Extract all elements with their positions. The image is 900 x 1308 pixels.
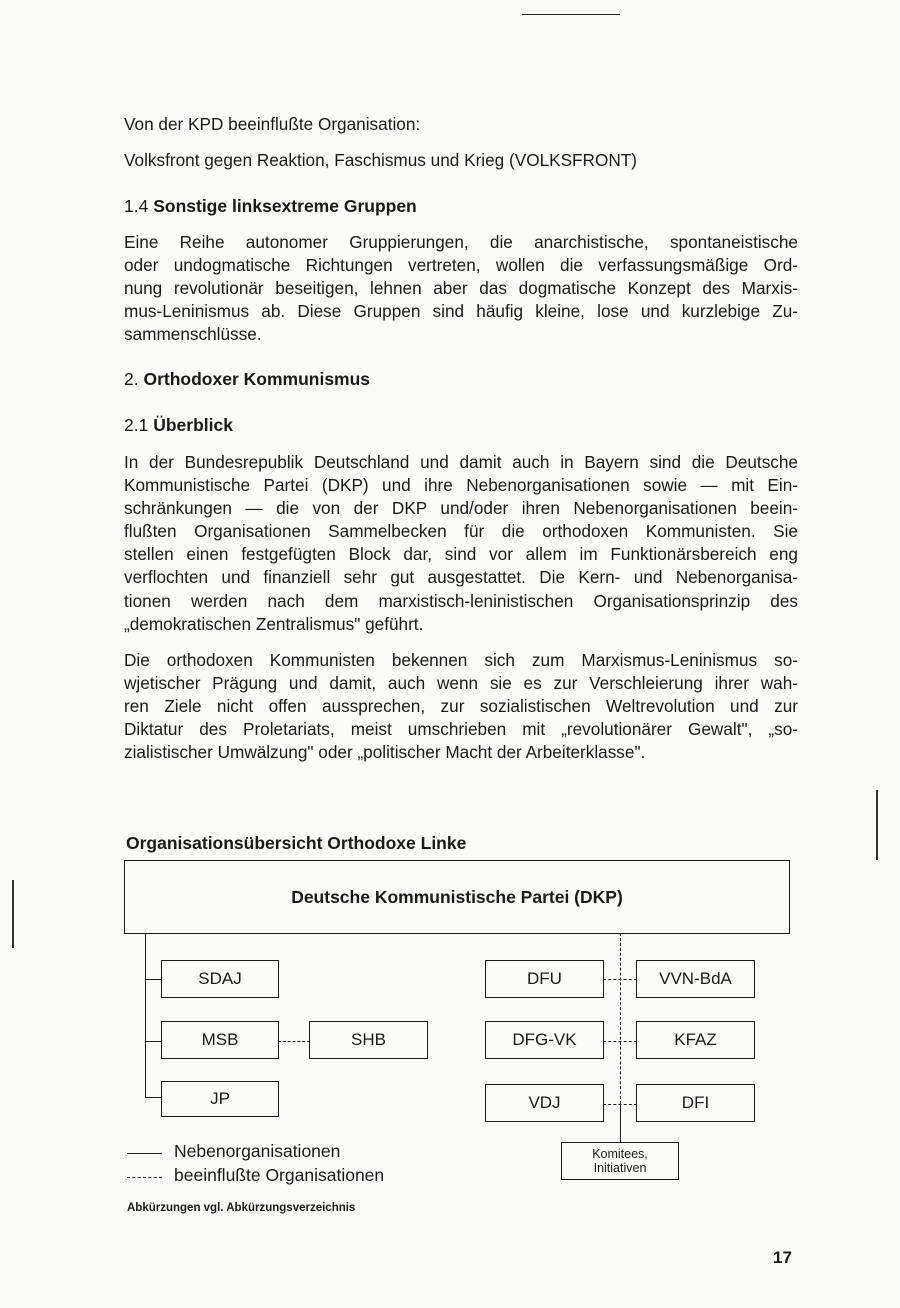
text-line: In der Bundesrepublik Deutschland und damit auch in Bayern sind die Deutsche: [124, 452, 798, 472]
text-line: wjetischer Prägung und damit, auch wenn sie es zur Verschleierung ihrer wah-: [124, 673, 798, 694]
text-line: „demokratischen Zentralismus" geführt.: [124, 613, 424, 634]
section-heading-2-1: [124, 414, 233, 437]
section-heading-2: [124, 368, 370, 391]
sdaj-box: SDAJ: [161, 960, 279, 998]
komitees-label: Komitees,: [592, 1147, 648, 1161]
chart-title: Organisationsübersicht Orthodoxe Linke: [126, 833, 467, 853]
text-line: verflochten und finanziell sehr gut ausgestattet. Die Kern- und Nebenorganisa-: [124, 567, 798, 588]
footnote: Abkürzungen vgl. Abkürzungsverzeichnis: [127, 1202, 356, 1214]
legend-dashed-label: beeinflußte Organisationen: [174, 1165, 385, 1185]
scan-margin-mark: [876, 790, 878, 860]
text-line: oder undogmatische Richtungen vertreten, wollen die verfassungsmäßige Ord-: [124, 255, 798, 276]
text-line: tionen werden nach dem marxistisch-leninistischen Organisationsprinzip des: [124, 590, 798, 611]
top-rule: [522, 14, 620, 15]
paragraph-ueberblick-2: [124, 649, 798, 764]
vdj-box: VDJ: [485, 1084, 604, 1122]
text-line: Die orthodoxen Kommunisten bekennen sich zum Marxismus-Leninismus so-: [124, 650, 798, 670]
connector-line: [145, 1097, 162, 1098]
text-line: Eine Reihe autonomer Gruppierungen, die anarchistische, spontaneistische: [124, 232, 798, 252]
legend-dashed-line: [127, 1177, 162, 1178]
influenced-label: Von der KPD beeinflußte Organisation:: [124, 114, 421, 134]
dashed-connector: [603, 979, 637, 980]
text-line: zialistischer Umwälzung" oder „politischer Macht der Arbeiterklasse".: [124, 742, 646, 763]
legend-solid-label: Nebenorganisationen: [174, 1141, 341, 1161]
section-title: Überblick: [153, 415, 233, 435]
vvn-bda-box: VVN-BdA: [636, 960, 755, 998]
dkp-box: Deutsche Kommunistische Partei (DKP): [124, 860, 790, 934]
connector-line: [620, 1104, 621, 1144]
volksfront-line: Volksfront gegen Reaktion, Faschismus und Krieg (VOLKSFRONT): [124, 150, 637, 170]
section-number: 2.: [124, 369, 139, 389]
komitees-box: [561, 1142, 679, 1180]
text-line: mus-Leninismus ab. Diese Gruppen sind häufig kleine, lose und kurzlebige Zu-: [124, 301, 798, 322]
text-line: stellen einen festgefügten Block dar, sind vor allem im Funktionärsbereich eng: [124, 544, 798, 565]
connector-line: [145, 979, 162, 980]
kfaz-box: KFAZ: [636, 1021, 755, 1059]
dashed-connector: [620, 933, 621, 1104]
section-number: 1.4: [124, 196, 149, 216]
legend-solid-line: [127, 1153, 162, 1154]
text-line: flußten Organisationen Sammelbecken für die orthodoxen Kommunisten. Sie: [124, 521, 798, 542]
dashed-connector: [278, 1041, 310, 1042]
dashed-connector: [603, 1104, 637, 1105]
section-heading-1-4: [124, 195, 417, 218]
dashed-connector: [603, 1041, 637, 1042]
dfu-box: DFU: [485, 960, 604, 998]
text-line: Kommunistische Partei (DKP) und ihre Nebenorganisationen sowie — mit Ein-: [124, 475, 798, 496]
section-title: Sonstige linksextreme Gruppen: [153, 196, 417, 216]
text-line: sammenschlüsse.: [124, 324, 262, 345]
text-line: ren Ziele nicht offen aussprechen, zur sozialistischen Weltrevolution und zur: [124, 696, 798, 717]
section-number: 2.1: [124, 415, 149, 435]
scan-margin-mark: [12, 880, 14, 948]
page-number: 17: [773, 1248, 792, 1267]
connector-line: [145, 933, 146, 1098]
text-line: nung revolutionär beseitigen, lehnen aber das dogmatische Konzept des Marxis-: [124, 278, 798, 299]
text-line: Diktatur des Proletariats, meist umschrieben mit „revolutionärer Gewalt", „so-: [124, 719, 798, 740]
connector-line: [145, 1041, 162, 1042]
dfi-box: DFI: [636, 1084, 755, 1122]
msb-box: MSB: [161, 1021, 279, 1059]
jp-box: JP: [161, 1081, 279, 1117]
section-title: Orthodoxer Kommunismus: [143, 369, 371, 389]
initiativen-label: Initiativen: [593, 1161, 647, 1175]
dfg-vk-box: DFG-VK: [485, 1021, 604, 1059]
paragraph-ueberblick-1: [124, 451, 798, 636]
text-line: schränkungen — die von der DKP und/oder ihren Nebenorganisationen beein-: [124, 498, 798, 519]
shb-box: SHB: [309, 1021, 428, 1059]
paragraph-sonstige: [124, 231, 798, 346]
